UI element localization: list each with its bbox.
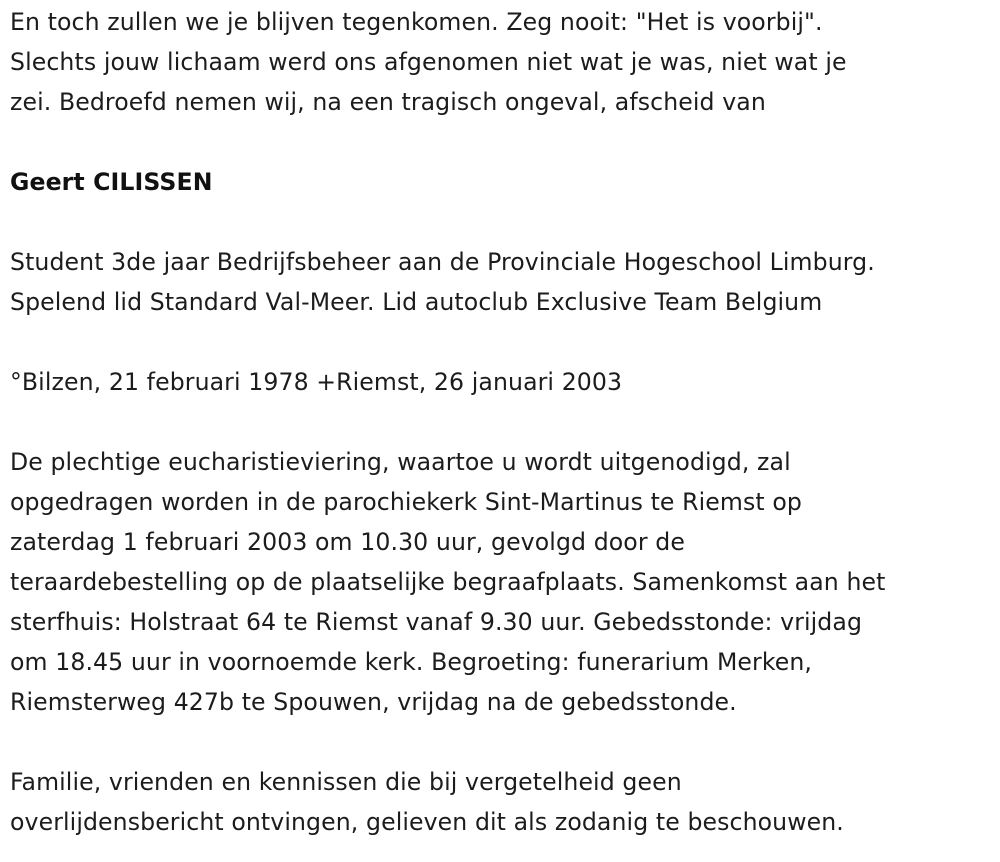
ceremony-paragraph [10,442,995,722]
dates-paragraph [10,362,995,402]
bio-line: Spelend lid Standard Val-Meer. Lid autoclub Exclusive Team Belgium [10,288,823,316]
closing-line: overlijdensbericht ontvingen, gelieven dit als zodanig te beschouwen. [10,808,844,836]
ceremony-line: opgedragen worden in de parochiekerk Sint-Martinus te Riemst op [10,488,802,516]
ceremony-line: Riemsterweg 427b te Spouwen, vrijdag na de gebedsstonde. [10,688,737,716]
birth-death-dates: °Bilzen, 21 februari 1978 +Riemst, 26 januari 2003 [10,368,623,396]
ceremony-line: teraardebestelling op de plaatselijke begraafplaats. Samenkomst aan het [10,568,886,596]
obituary-document [10,2,995,842]
deceased-name: Geert CILISSEN [10,168,213,196]
intro-line: En toch zullen we je blijven tegenkomen. Zeg nooit: "Het is voorbij". [10,8,823,36]
intro-line: Slechts jouw lichaam werd ons afgenomen niet wat je was, niet wat je [10,48,847,76]
closing-paragraph [10,762,995,842]
bio-line: Student 3de jaar Bedrijfsbeheer aan de Provinciale Hogeschool Limburg. [10,248,875,276]
bio-paragraph [10,242,995,322]
intro-line: zei. Bedroefd nemen wij, na een tragisch ongeval, afscheid van [10,88,766,116]
name-paragraph [10,162,995,202]
ceremony-line: De plechtige eucharistieviering, waartoe u wordt uitgenodigd, zal [10,448,791,476]
ceremony-line: zaterdag 1 februari 2003 om 10.30 uur, gevolgd door de [10,528,685,556]
closing-line: Familie, vrienden en kennissen die bij vergetelheid geen [10,768,682,796]
ceremony-line: sterfhuis: Holstraat 64 te Riemst vanaf 9.30 uur. Gebedsstonde: vrijdag [10,608,863,636]
ceremony-line: om 18.45 uur in voornoemde kerk. Begroeting: funerarium Merken, [10,648,813,676]
intro-paragraph [10,2,995,122]
